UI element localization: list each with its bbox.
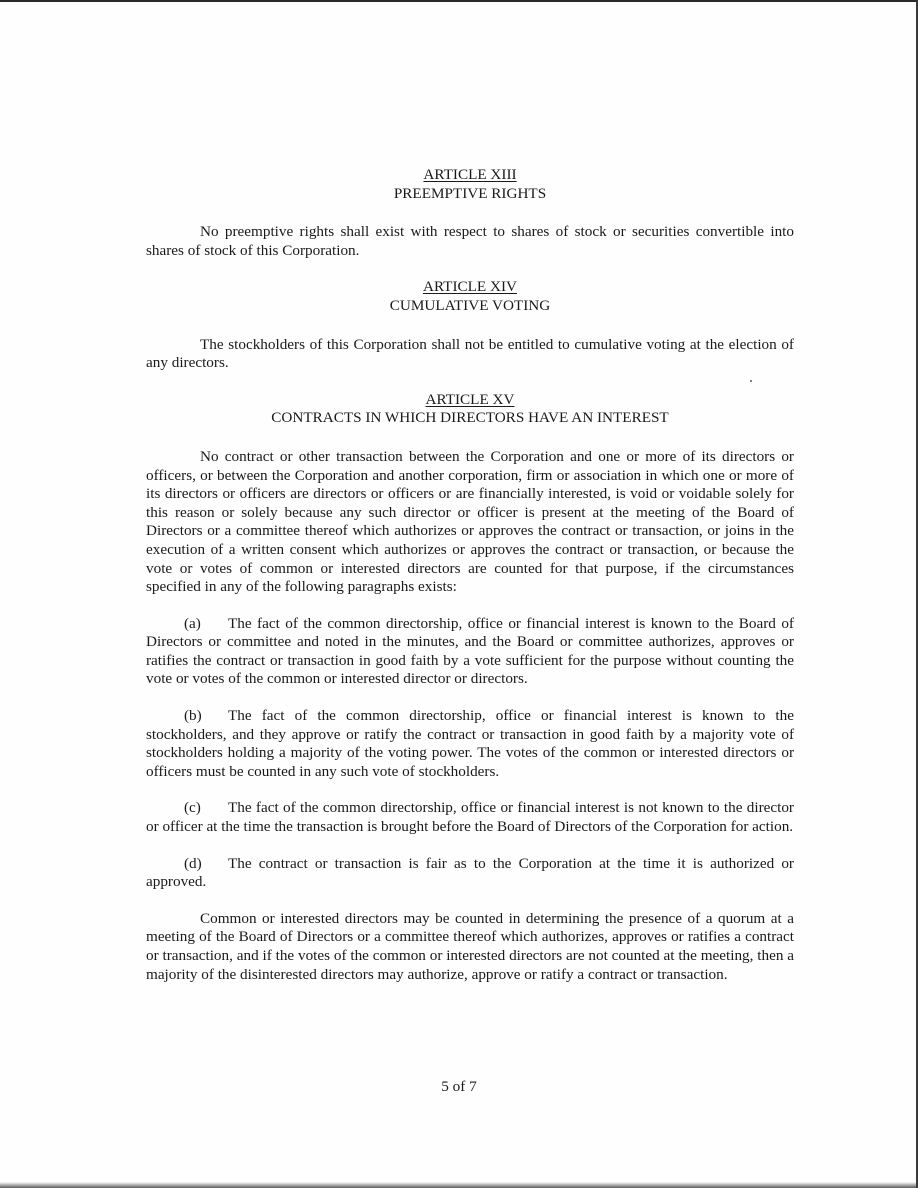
article-xv bbox=[146, 391, 794, 984]
article-intro-paragraph: No contract or other transaction between the Corporation and one or more of its directors or officers, or between the Corporation and another corporation, firm or association in which one or more of its directors or officers are directors or officers or are financially interested, is void or voidable solely for this reason or solely because any such director or officer is present at the meeting of the Board of Directors or a committee thereof which authorizes or approves the contract or transaction, or joins in the execution of a written consent which authorizes or approves the contract or transaction, or because the vote or votes of common or interested directors are counted for that purpose, if the circumstances specified in any of the following paragraphs exists: bbox=[146, 447, 794, 596]
item-label: (d) bbox=[184, 854, 202, 872]
document-body bbox=[146, 166, 794, 984]
page-number: 5 of 7 bbox=[441, 1078, 477, 1095]
article-title: CONTRACTS IN WHICH DIRECTORS HAVE AN INTEREST bbox=[271, 409, 669, 427]
item-label: (c) bbox=[184, 799, 201, 817]
article-number: ARTICLE XIV bbox=[423, 278, 517, 296]
article-xiv bbox=[146, 278, 794, 372]
article-title: PREEMPTIVE RIGHTS bbox=[393, 184, 547, 202]
item-text: The contract or transaction is fair as to the Corporation at the time it is authorized or approved. bbox=[146, 854, 794, 891]
article-paragraph: The stockholders of this Corporation shall not be entitled to cumulative voting at the election of any directors. bbox=[146, 335, 794, 372]
list-item bbox=[146, 707, 794, 781]
article-heading bbox=[146, 278, 794, 315]
article-number: ARTICLE XV bbox=[425, 390, 515, 408]
article-xiii bbox=[146, 166, 794, 260]
item-text: The fact of the common directorship, office or financial interest is not known to the director or officer at the time the transaction is brought before the Board of Directors of the Corporation for action. bbox=[146, 799, 794, 836]
item-label: (a) bbox=[184, 614, 201, 632]
article-paragraph: No preemptive rights shall exist with respect to shares of stock or securities convertible into shares of stock of this Corporation. bbox=[146, 223, 794, 259]
closing-paragraph: Common or interested directors may be counted in determining the presence of a quorum at a meeting of the Board of Directors or a committee thereof which authorizes, approves or ratifies a contract or transaction, and if the votes of the common or interested directors are not counted at the meeting, then a majority of the disinterested directors may authorize, approve or ratify a contract or transaction. bbox=[146, 909, 794, 983]
item-label: (b) bbox=[184, 707, 202, 725]
item-text: The fact of the common directorship, office or financial interest is known to the stockholders, and they approve or ratify the contract or transaction in good faith by a majority vote of stockholders holding a majority of the voting power. The votes of the common or interested directors or officers must be counted in any such vote of stockholders. bbox=[146, 707, 794, 780]
list-item bbox=[146, 855, 794, 892]
item-text: The fact of the common directorship, office or financial interest is known to the Board of Directors or committee and noted in the minutes, and the Board or committee authorizes, approves or ratifies the contract or transaction in good faith by a vote sufficient for the purpose without counting the vote or votes of the common or interested director or directors. bbox=[146, 614, 794, 688]
article-heading bbox=[146, 166, 794, 203]
article-title: CUMULATIVE VOTING bbox=[389, 296, 551, 314]
article-number: ARTICLE XIII bbox=[423, 166, 517, 183]
article-heading bbox=[146, 391, 794, 428]
list-item bbox=[146, 615, 794, 689]
scan-edge bbox=[0, 1182, 916, 1188]
list-item bbox=[146, 799, 794, 836]
